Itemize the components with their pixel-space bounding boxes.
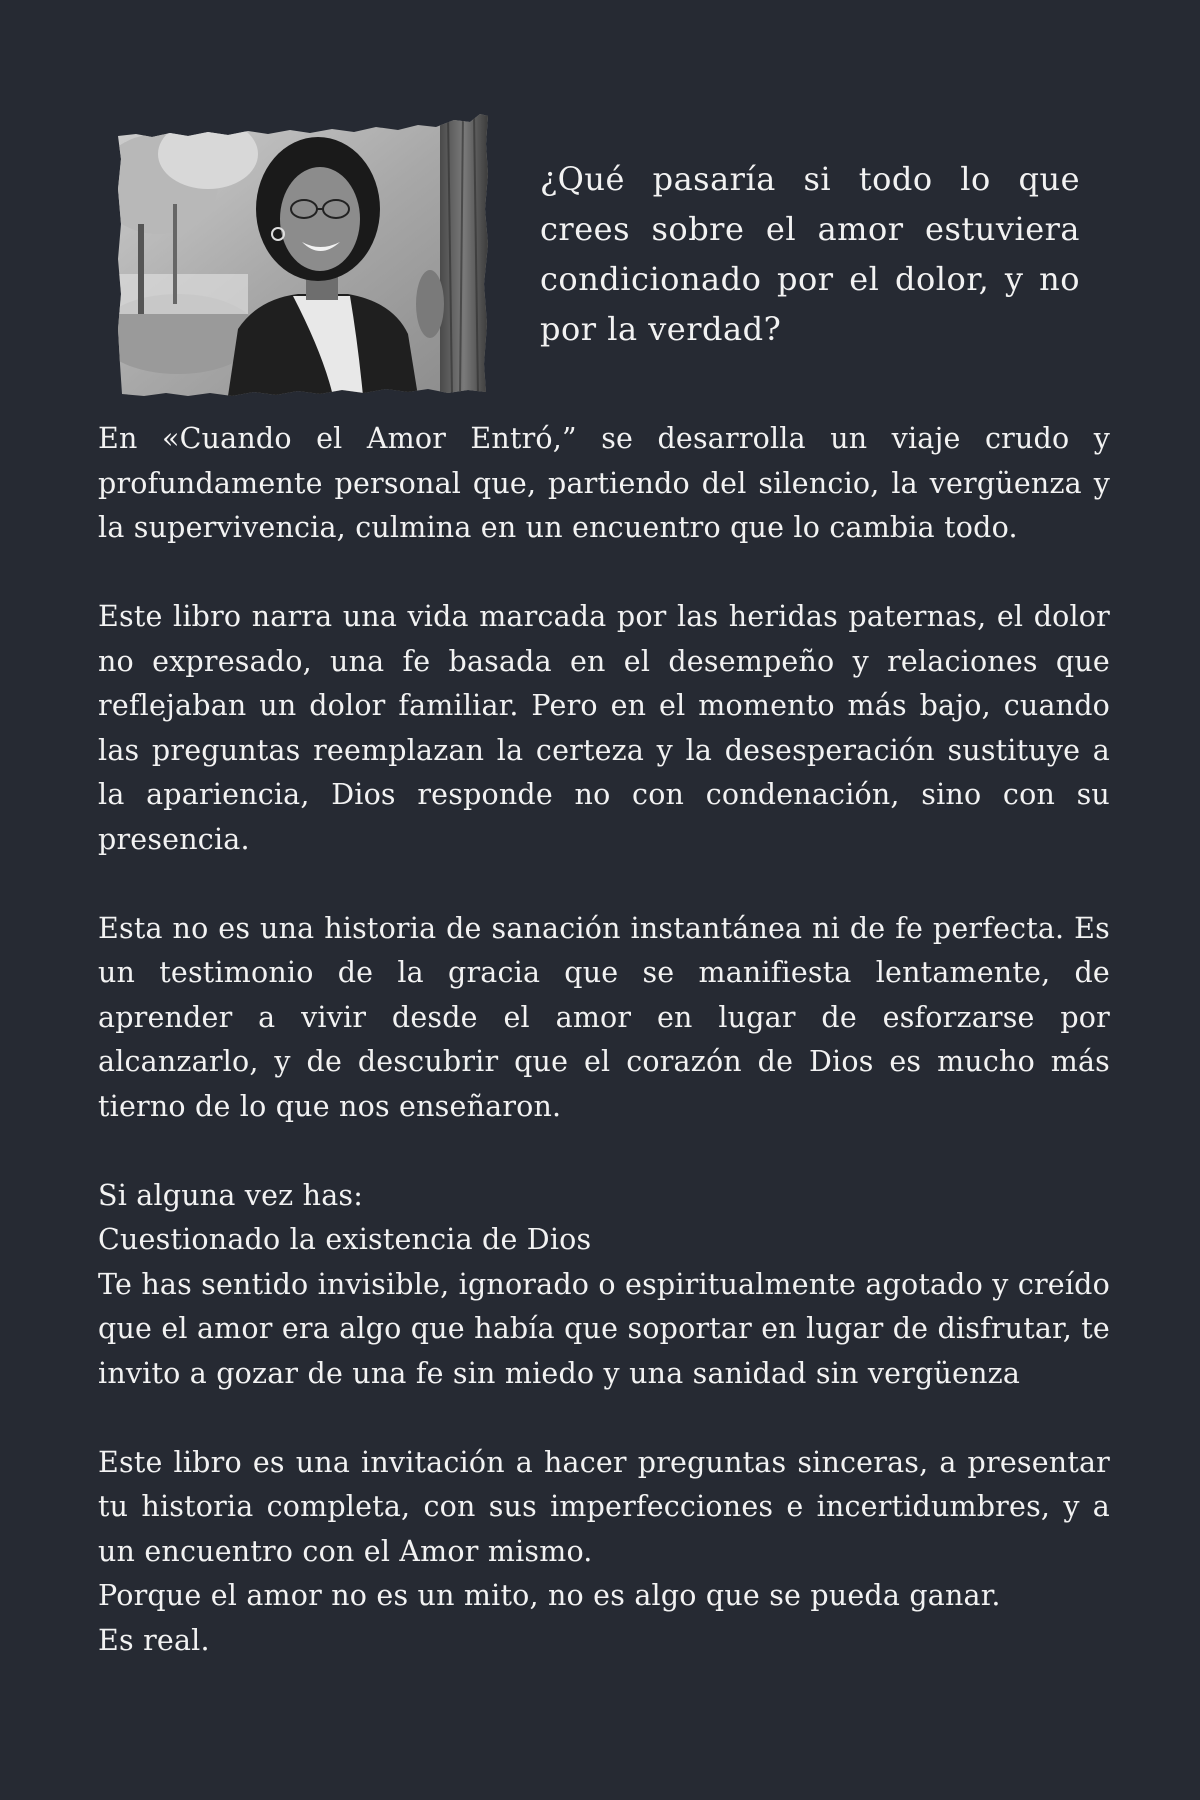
hook-question: ¿Qué pasaría si todo lo que crees sobre el amor estuviera condicionado por el dolor, y no por la verdad?: [540, 160, 1080, 348]
invitation-item-2: Te has sentido invisible, ignorado o espiritualmente agotado y creído que el amor era algo que había que soportar en lugar de disfrutar, te invito a gozar de una fe sin miedo y una sanidad sin vergüenza: [98, 1267, 1110, 1390]
closing-line-1: Porque el amor no es un mito, no es algo que se pueda ganar.: [98, 1579, 1001, 1612]
paragraph-story: Este libro narra una vida marcada por las heridas paternas, el dolor no expresado, una fe basada en el desempeño y relaciones que reflejaban un dolor familiar. Pero en el momento más bajo, cuando las preguntas reemplazan la certeza y la desesperación sustituye a la apariencia, Dios responde no con condenación, sino con su presencia.: [98, 600, 1110, 856]
invitation-item-1: Cuestionado la existencia de Dios: [98, 1223, 592, 1256]
synopsis: [98, 417, 1110, 1663]
author-photo: [118, 114, 488, 396]
author-portrait-image: [118, 114, 488, 396]
closing-line-2: Es real.: [98, 1623, 210, 1657]
paragraph-intro: En «Cuando el Amor Entró,” se desarrolla un viaje crudo y profundamente personal que, partiendo del silencio, la vergüenza y la supervivencia, culmina en un encuentro que lo cambia todo.: [98, 422, 1110, 544]
invitation-intro: Si alguna vez has:: [98, 1178, 364, 1212]
paragraph-testimony: Esta no es una historia de sanación instantánea ni de fe perfecta. Es un testimonio de la gracia que se manifiesta lentamente, de aprender a vivir desde el amor en lugar de esforzarse por alcanzarlo, y de descubrir que el corazón de Dios es mucho más tierno de lo que nos enseñaron.: [98, 911, 1110, 1123]
closing-paragraph: Este libro es una invitación a hacer preguntas sinceras, a presentar tu historia completa, con sus imperfecciones e incertidumbres, y a un encuentro con el Amor mismo.: [98, 1445, 1110, 1568]
invitation-block: [98, 1174, 1110, 1397]
closing-block: [98, 1441, 1110, 1664]
